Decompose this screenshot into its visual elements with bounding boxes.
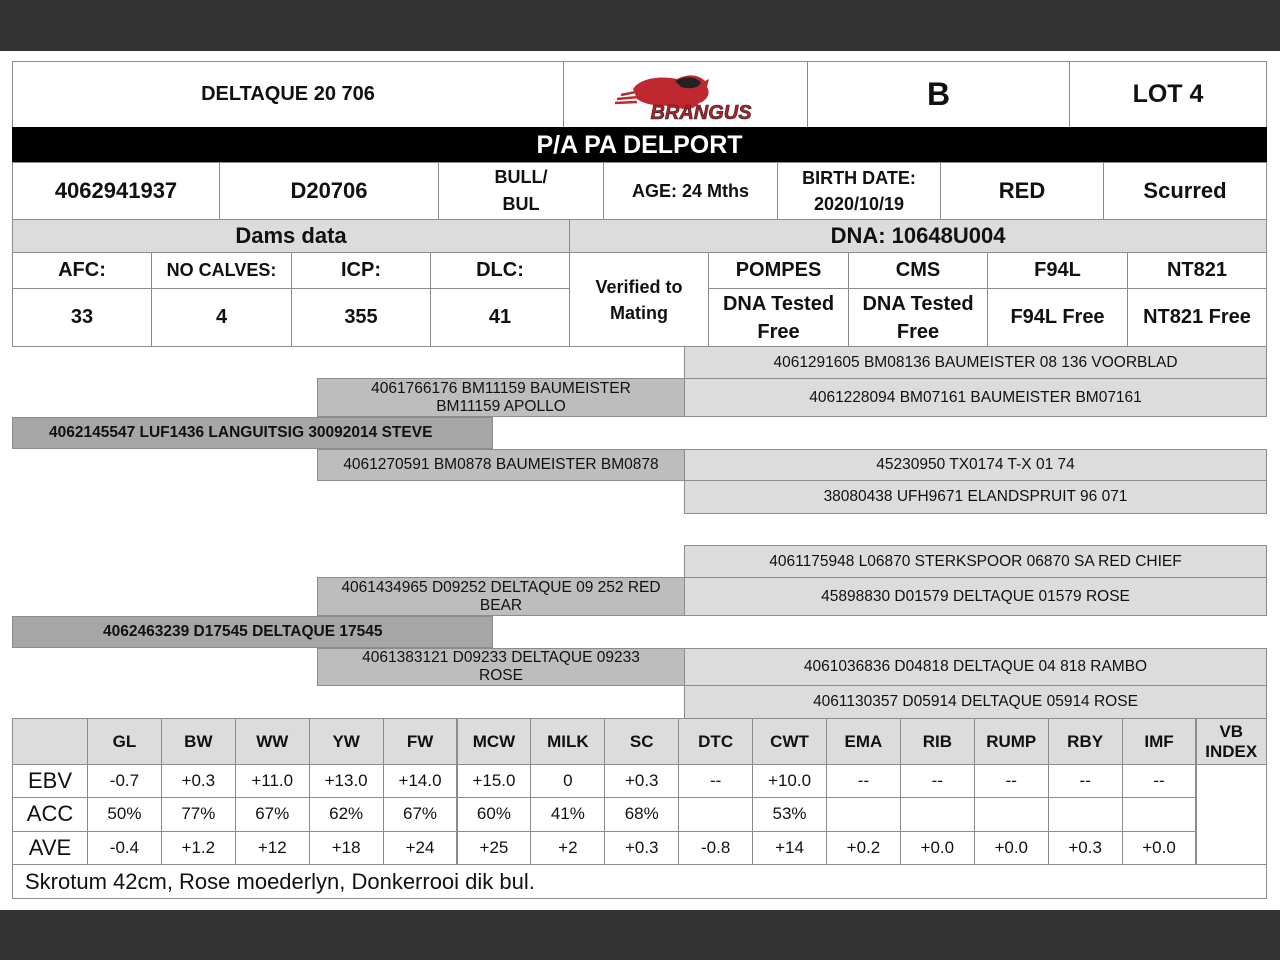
ebv-row-label-acc: ACC bbox=[12, 797, 88, 831]
ebv-cell: +0.3 bbox=[1048, 831, 1123, 865]
lot-number: LOT 4 bbox=[1069, 61, 1267, 128]
ebv-cell: +0.3 bbox=[604, 764, 679, 798]
ebv-header-rby: RBY bbox=[1048, 718, 1123, 765]
ebv-row-label-ebv: EBV bbox=[12, 764, 88, 798]
ebv-corner bbox=[12, 718, 88, 765]
pedigree-sdd: 38080438 UFH9671 ELANDSPRUIT 96 071 bbox=[684, 480, 1267, 514]
pedigree-sds: 45230950 TX0174 T-X 01 74 bbox=[684, 449, 1267, 481]
ebv-cell: 53% bbox=[752, 797, 827, 831]
ebv-cell: +1.2 bbox=[161, 831, 236, 865]
ebv-cell: +11.0 bbox=[235, 764, 310, 798]
no-calves-label: NO CALVES: bbox=[151, 252, 292, 289]
dlc-label: DLC: bbox=[430, 252, 570, 289]
icp-label: ICP: bbox=[291, 252, 431, 289]
ebv-cell: +18 bbox=[309, 831, 384, 865]
pompes-result: DNA Tested Free bbox=[708, 288, 849, 347]
afc-value: 33 bbox=[12, 288, 152, 347]
tag-number: D20706 bbox=[219, 162, 439, 220]
nt821-result: NT821 Free bbox=[1127, 288, 1267, 347]
ebv-cell: +14.0 bbox=[383, 764, 458, 798]
ebv-cell: -- bbox=[900, 764, 975, 798]
ebv-header-bw: BW bbox=[161, 718, 236, 765]
ebv-cell: 62% bbox=[309, 797, 384, 831]
logo-text: BRANGUS bbox=[649, 101, 752, 123]
ebv-row-label-ave: AVE bbox=[12, 831, 88, 865]
owner-bar: P/A PA DELPORT bbox=[12, 127, 1267, 163]
ebv-cell bbox=[678, 797, 753, 831]
ebv-header-milk: MILK bbox=[530, 718, 605, 765]
ebv-cell: -- bbox=[826, 764, 901, 798]
icp-value: 355 bbox=[291, 288, 431, 347]
ebv-cell: 77% bbox=[161, 797, 236, 831]
ebv-header-ww: WW bbox=[235, 718, 310, 765]
cms-result: DNA Tested Free bbox=[848, 288, 988, 347]
reg-number: 4062941937 bbox=[12, 162, 220, 220]
ebv-cell: 68% bbox=[604, 797, 679, 831]
ebv-cell bbox=[826, 797, 901, 831]
pedigree-sss: 4061291605 BM08136 BAUMEISTER 08 136 VOORBLAD bbox=[684, 346, 1267, 379]
dlc-value: 41 bbox=[430, 288, 570, 347]
ebv-header-vb-index: VB INDEX bbox=[1196, 718, 1268, 765]
f94l-result: F94L Free bbox=[987, 288, 1128, 347]
ebv-cell: +2 bbox=[530, 831, 605, 865]
ebv-cell bbox=[1048, 797, 1123, 831]
pedigree-sire-dam: 4061270591 BM0878 BAUMEISTER BM0878 bbox=[317, 449, 685, 481]
top-dark-band bbox=[0, 0, 1280, 51]
ebv-header-ema: EMA bbox=[826, 718, 901, 765]
bottom-dark-band bbox=[0, 910, 1280, 960]
afc-label: AFC: bbox=[12, 252, 152, 289]
f94l-label: F94L bbox=[987, 252, 1128, 289]
ebv-header-sc: SC bbox=[604, 718, 679, 765]
pedigree-ddd: 4061130357 D05914 DELTAQUE 05914 ROSE bbox=[684, 685, 1267, 719]
ebv-cell bbox=[900, 797, 975, 831]
ebv-cell: -- bbox=[1122, 764, 1197, 798]
ebv-cell: +12 bbox=[235, 831, 310, 865]
ebv-header-imf: IMF bbox=[1122, 718, 1197, 765]
pedigree-dam-dam: 4061383121 D09233 DELTAQUE 09233 ROSE bbox=[317, 648, 685, 686]
ebv-cell: 41% bbox=[530, 797, 605, 831]
ebv-header-fw: FW bbox=[383, 718, 458, 765]
ebv-header-gl: GL bbox=[87, 718, 162, 765]
age: AGE: 24 Mths bbox=[603, 162, 778, 220]
pompes-label: POMPES bbox=[708, 252, 849, 289]
ebv-cell: +0.0 bbox=[1122, 831, 1197, 865]
ebv-cell: +0.3 bbox=[161, 764, 236, 798]
ebv-cell: 0 bbox=[530, 764, 605, 798]
nt821-label: NT821 bbox=[1127, 252, 1267, 289]
ebv-header-rib: RIB bbox=[900, 718, 975, 765]
ebv-cell: +10.0 bbox=[752, 764, 827, 798]
ebv-cell: +15.0 bbox=[457, 764, 532, 798]
ebv-cell: 67% bbox=[235, 797, 310, 831]
ebv-cell: 50% bbox=[87, 797, 162, 831]
bull-logo-icon bbox=[601, 67, 771, 123]
cms-label: CMS bbox=[848, 252, 988, 289]
colour: RED bbox=[940, 162, 1104, 220]
ebv-header-yw: YW bbox=[309, 718, 384, 765]
ebv-header-dtc: DTC bbox=[678, 718, 753, 765]
ebv-cell bbox=[974, 797, 1049, 831]
ebv-cell: -0.7 bbox=[87, 764, 162, 798]
ebv-cell: +13.0 bbox=[309, 764, 384, 798]
horn-status: Scurred bbox=[1103, 162, 1267, 220]
comment: Skrotum 42cm, Rose moederlyn, Donkerrooi dik bul. bbox=[12, 864, 1267, 899]
pedigree-ssd: 4061228094 BM07161 BAUMEISTER BM07161 bbox=[684, 378, 1267, 417]
dna-title: DNA: 10648U004 bbox=[569, 219, 1267, 253]
pedigree-sire-sire: 4061766176 BM11159 BAUMEISTER BM11159 APOLLO bbox=[317, 378, 685, 417]
grade-badge: B bbox=[807, 61, 1070, 128]
pedigree-dsd: 45898830 D01579 DELTAQUE 01579 ROSE bbox=[684, 577, 1267, 616]
ebv-cell: +0.0 bbox=[974, 831, 1049, 865]
pedigree-dss: 4061175948 L06870 STERKSPOOR 06870 SA RED CHIEF bbox=[684, 545, 1267, 578]
verified-to-mating: Verified to Mating bbox=[569, 252, 709, 347]
dams-title: Dams data bbox=[12, 219, 570, 253]
ebv-cell: +0.0 bbox=[900, 831, 975, 865]
animal-name: DELTAQUE 20 706 bbox=[12, 61, 564, 128]
birth-date: BIRTH DATE: 2020/10/19 bbox=[777, 162, 941, 220]
ebv-cell: +0.2 bbox=[826, 831, 901, 865]
ebv-cell: -- bbox=[974, 764, 1049, 798]
pedigree-sire: 4062145547 LUF1436 LANGUITSIG 30092014 STEVE bbox=[12, 417, 493, 449]
pedigree-dam-sire: 4061434965 D09252 DELTAQUE 09 252 RED BEAR bbox=[317, 577, 685, 616]
ebv-cell: -0.8 bbox=[678, 831, 753, 865]
ebv-cell: 60% bbox=[457, 797, 532, 831]
pedigree-dds: 4061036836 D04818 DELTAQUE 04 818 RAMBO bbox=[684, 648, 1267, 686]
ebv-header-cwt: CWT bbox=[752, 718, 827, 765]
ebv-cell: +0.3 bbox=[604, 831, 679, 865]
ebv-cell: +24 bbox=[383, 831, 458, 865]
brangus-logo bbox=[563, 61, 808, 128]
ebv-cell: +25 bbox=[457, 831, 532, 865]
ebv-cell: -- bbox=[678, 764, 753, 798]
no-calves-value: 4 bbox=[151, 288, 292, 347]
ebv-header-rump: RUMP bbox=[974, 718, 1049, 765]
ebv-cell: 67% bbox=[383, 797, 458, 831]
sex: BULL/ BUL bbox=[438, 162, 604, 220]
ebv-header-mcw: MCW bbox=[457, 718, 532, 765]
ebv-cell: +14 bbox=[752, 831, 827, 865]
ebv-cell: -0.4 bbox=[87, 831, 162, 865]
ebv-cell bbox=[1122, 797, 1197, 831]
pedigree-dam: 4062463239 D17545 DELTAQUE 17545 bbox=[12, 616, 493, 648]
ebv-cell: -- bbox=[1048, 764, 1123, 798]
ebv-vb-index-value bbox=[1196, 764, 1268, 865]
